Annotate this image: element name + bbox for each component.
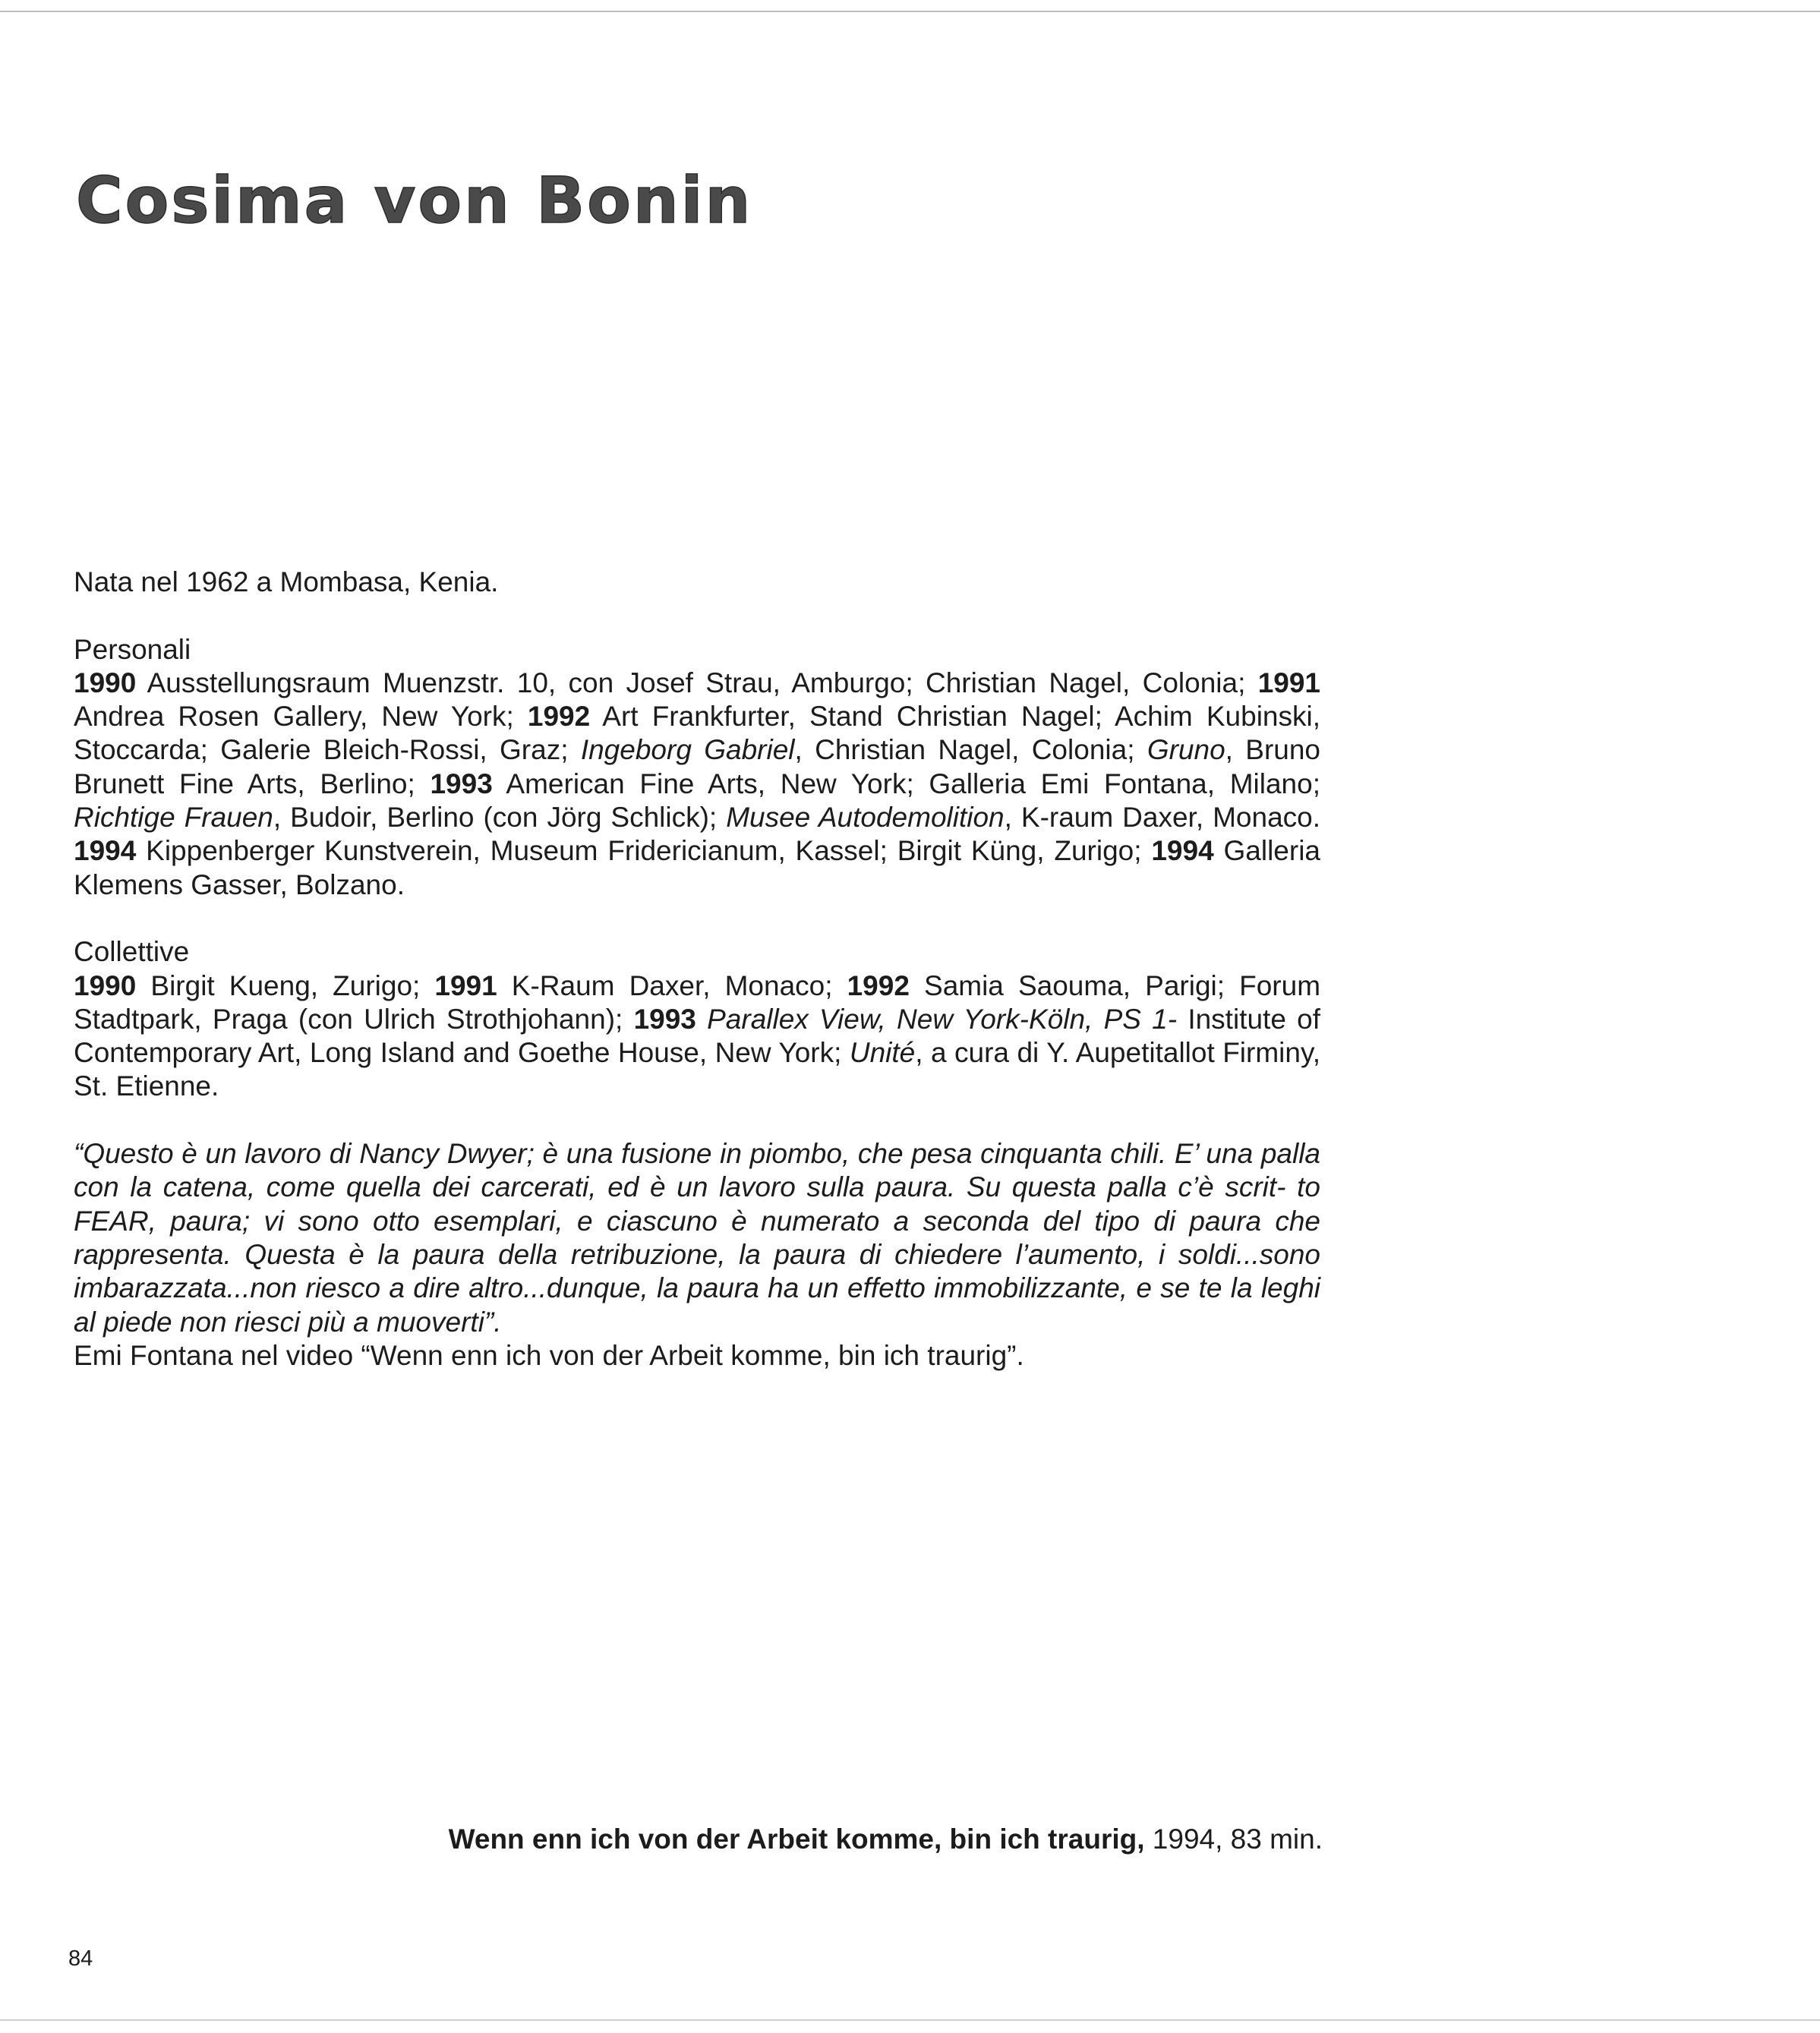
exhibition-title: Ingeborg Gabriel — [580, 734, 795, 766]
exhibition-entry: Samia Saouma, Parigi; Forum Stadtpark, Praga (con Ulrich Strothjohann); — [74, 969, 1321, 1035]
exhibition-year: 1992 — [527, 701, 591, 733]
page-number: 84 — [68, 1946, 93, 1971]
bottom-rule — [0, 2019, 1820, 2021]
quote-attribution: Emi Fontana nel video “Wenn enn ich von der Arbeit komme, bin ich traurig”. — [74, 1339, 1024, 1371]
exhibition-entry — [696, 1004, 707, 1035]
solo-exhibitions-heading: Personali — [74, 633, 191, 665]
exhibition-year: 1993 — [430, 767, 493, 799]
artist-biography — [74, 566, 1320, 1373]
exhibition-year: 1993 — [633, 1003, 696, 1035]
exhibition-entry: Ausstellungsraum Muenzstr. 10, con Josef Strau, Amburgo; Christian Nagel, Colonia; — [136, 667, 1258, 698]
exhibition-entry: Birgit Kueng, Zurigo; — [136, 969, 435, 1001]
exhibition-entry: Institute of Contemporary Art, Long Island and Goethe House, New York; — [74, 1003, 1320, 1069]
exhibition-year: 1991 — [434, 969, 497, 1001]
solo-exhibitions-list — [74, 667, 1320, 902]
exhibition-year: 1991 — [1257, 667, 1320, 698]
exhibition-year: 1990 — [74, 667, 137, 698]
exhibition-title: Musee Autodemolition — [726, 802, 1005, 834]
caption-details: 1994, 83 min. — [1144, 1823, 1323, 1855]
exhibition-title: Richtige Frauen — [74, 802, 273, 834]
exhibition-year: 1990 — [74, 969, 137, 1001]
exhibition-year: 1994 — [74, 835, 137, 867]
group-exhibitions-list — [74, 969, 1320, 1104]
exhibition-entry: , K-raum Daxer, Monaco. — [1004, 802, 1320, 834]
exhibition-entry: Andrea Rosen Gallery, New York; — [74, 701, 528, 733]
exhibition-entry: Art Frankfurter, Stand Christian Nagel; Achim Kubinski, Stoccarda; Galerie Bleich-Rossi, Graz; — [74, 701, 1320, 766]
page-title: Cosima von Bonin — [76, 163, 753, 238]
exhibition-year: 1994 — [1151, 835, 1214, 867]
exhibition-entry: K-Raum Daxer, Monaco; — [497, 969, 847, 1001]
group-exhibitions-heading: Collettive — [74, 936, 190, 968]
exhibition-entry: Galleria Klemens Gasser, Bolzano. — [74, 835, 1320, 900]
birth-info: Nata nel 1962 a Mombasa, Kenia. — [74, 566, 499, 597]
exhibition-entry: , Bruno Brunett Fine Arts, Berlino; — [74, 734, 1320, 799]
exhibition-entry: , a cura di Y. Aupetitallot Firminy, St. Etienne. — [74, 1037, 1321, 1102]
top-rule — [0, 11, 1820, 12]
caption-work-title: Wenn enn ich von der Arbeit komme, bin ich traurig, — [448, 1823, 1145, 1855]
exhibition-entry: , Christian Nagel, Colonia; — [794, 734, 1147, 766]
exhibition-entry: , Budoir, Berlino (con Jörg Schlick); — [273, 802, 727, 834]
exhibition-entry: Kippenberger Kunstverein, Museum Fridericianum, Kassel; Birgit Küng, Zurigo; — [136, 835, 1152, 867]
exhibition-title: Parallex View, New York-Köln, PS 1- — [707, 1003, 1178, 1035]
exhibition-title: Unité — [849, 1037, 916, 1069]
exhibition-title: Gruno — [1147, 734, 1225, 766]
artist-quote — [74, 1137, 1320, 1339]
exhibition-year: 1992 — [847, 969, 910, 1001]
quote-text: “Questo è un lavoro di Nancy Dwyer; è una fusione in piombo, che pesa cinquanta chili. E’ una palla con la catena, come quella dei carcerati, ed è un lavoro sulla paura. Su questa palla c’è scrit- to FEAR, paura; vi sono otto esemplari, e ciascuno è numerato a seconda del tipo di paura che rappresenta. Questa è la paura della retribuzione, la paura di chiedere l’aumento, i soldi...sono imbarazzata...non riesco a dire altro...dunque, la paura ha un effetto immobilizzante, e se te la leghi al piede non riesci più a muoverti”. — [74, 1138, 1320, 1338]
exhibition-entry: American Fine Arts, New York; Galleria Emi Fontana, Milano; — [492, 767, 1320, 799]
video-caption — [424, 1823, 1323, 1855]
